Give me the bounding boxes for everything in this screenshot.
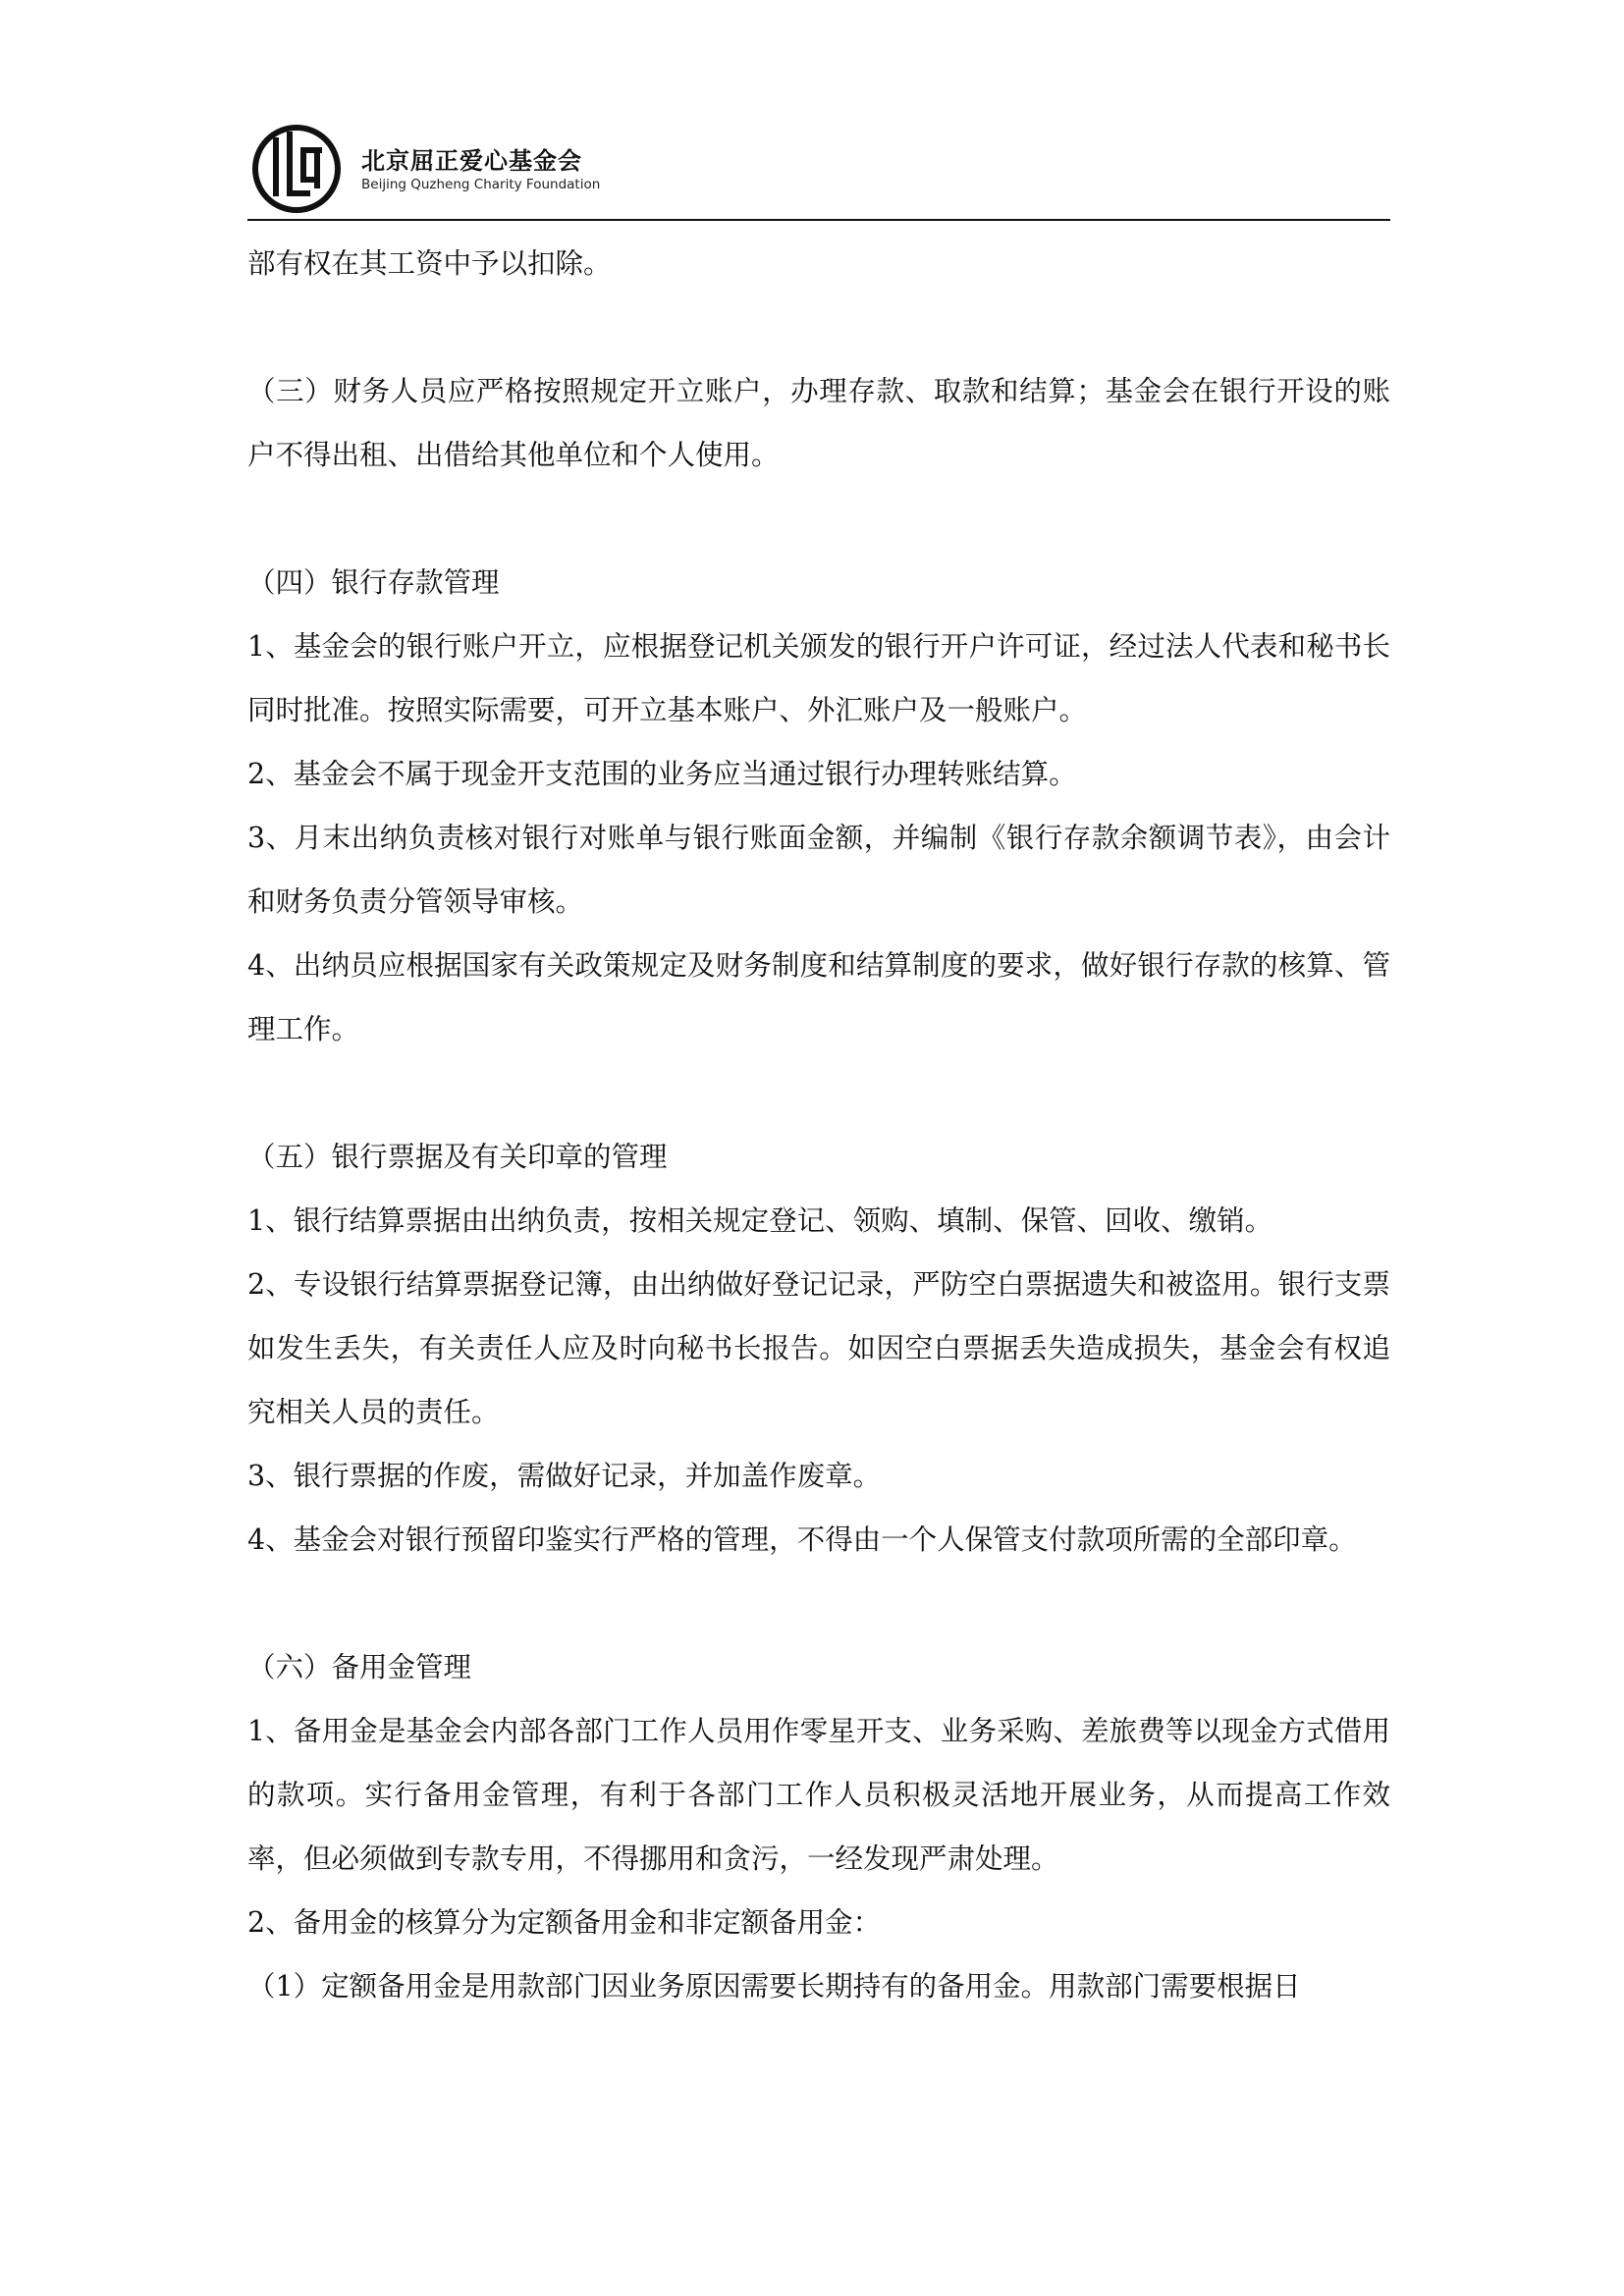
section-4-item-2: 2、基金会不属于现金开支范围的业务应当通过银行办理转账结算。 (247, 758, 1077, 790)
section-5-item-4: 4、基金会对银行预留印鉴实行严格的管理，不得由一个人保管支付款项所需的全部印章。 (247, 1523, 1357, 1556)
section-6-heading: （六）备用金管理 (247, 1651, 472, 1683)
org-name-cn: 北京屈正爱心基金会 (361, 147, 582, 175)
section-6-item-1: 1、备用金是基金会内部各部门工作人员用作零星开支、业务采购、差旅费等以现金方式借用的款项。实行备用金管理，有利于各部门工作人员积极灵活地开展业务，从而提高工作效率，但必须做到专款专用，不得挪用和贪污，一经发现严肃处理。 (247, 1715, 1390, 1875)
paragraph-section-3: （三）财务人员应严格按照规定开立账户，办理存款、取款和结算；基金会在银行开设的账户不得出租、出借给其他单位和个人使用。 (247, 375, 1390, 471)
section-5-item-2: 2、专设银行结算票据登记簿，由出纳做好登记记录，严防空白票据遗失和被盗用。银行支票如发生丢失，有关责任人应及时向秘书长报告。如因空白票据丢失造成损失，基金会有权追究相关人员的责任。 (247, 1268, 1390, 1428)
paragraph-continued: 部有权在其工资中予以扣除。 (247, 247, 612, 280)
foundation-logo-icon (251, 124, 342, 214)
section-4-item-3: 3、月末出纳负责核对银行对账单与银行账面金额，并编制《银行存款余额调节表》，由会计和财务负责分管领导审核。 (247, 822, 1390, 918)
document-header (247, 120, 1390, 222)
paragraph-gap (247, 1061, 1390, 1125)
paragraph-gap (247, 1572, 1390, 1635)
section-5-item-3: 3、银行票据的作废，需做好记录，并加盖作废章。 (247, 1460, 882, 1492)
section-5-heading: （五）银行票据及有关印章的管理 (247, 1141, 668, 1173)
header-divider (247, 219, 1390, 221)
section-6-item-2-1: （1）定额备用金是用款部门因业务原因需要长期持有的备用金。用款部门需要根据日 (247, 1970, 1301, 2002)
section-6-item-2: 2、备用金的核算分为定额备用金和非定额备用金： (247, 1906, 882, 1939)
section-4-item-4: 4、出纳员应根据国家有关政策规定及财务制度和结算制度的要求，做好银行存款的核算、管理工作。 (247, 949, 1390, 1045)
section-4-item-1: 1、基金会的银行账户开立，应根据登记机关颁发的银行开户许可证，经过法人代表和秘书长同时批准。按照实际需要，可开立基本账户、外汇账户及一般账户。 (247, 630, 1390, 726)
org-name-en: Beijing Quzheng Charity Foundation (361, 177, 601, 192)
paragraph-gap (247, 295, 1390, 359)
section-4-heading: （四）银行存款管理 (247, 566, 500, 599)
section-5-item-1: 1、银行结算票据由出纳负责，按相关规定登记、领购、填制、保管、回收、缴销。 (247, 1204, 1273, 1237)
document-body (247, 232, 1390, 2018)
paragraph-gap (247, 487, 1390, 551)
